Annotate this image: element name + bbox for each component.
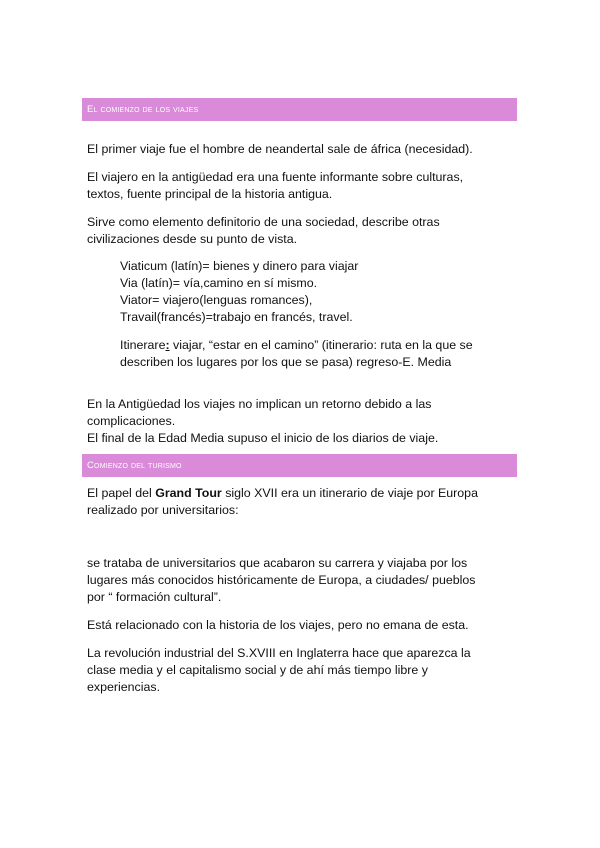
text-line: complicaciones.: [87, 414, 176, 428]
itinerare-term: Itinerare: [120, 338, 166, 352]
text-run: El papel del: [87, 486, 156, 500]
text-line: El final de la Edad Media supuso el inicio de los diarios de viaje.: [87, 431, 439, 445]
text-line: En la Antigüedad los viajes no implican un retorno debido a las: [87, 397, 432, 411]
text-line: [87, 485, 517, 502]
paragraph: [87, 396, 517, 447]
text-line: civilizaciones desde su punto de vista.: [87, 232, 298, 246]
text-line: por “ formación cultural”.: [87, 590, 222, 604]
text-line: Sirve como elemento definitorio de una sociedad, describe otras: [87, 215, 440, 229]
text-line: [120, 337, 520, 354]
paragraph: [87, 169, 517, 203]
list-item: Travail(francés)=trabajo en francés, travel.: [120, 310, 353, 324]
text-run: siglo XVII era un itinerario de viaje por Europa: [221, 486, 478, 500]
section-heading-viajes: El comienzo de los viajes: [82, 98, 517, 121]
text-line: textos, fuente principal de la historia antigua.: [87, 187, 333, 201]
list-item: Via (latín)= vía,camino en sí mismo.: [120, 276, 318, 290]
itinerare-definition: [120, 337, 520, 371]
list-item: Viator= viajero(lenguas romances),: [120, 293, 313, 307]
text-line: El viajero en la antigüedad era una fuente informante sobre culturas,: [87, 170, 464, 184]
text-line: describen los lugares por los que se pasa) regreso-E. Media: [120, 355, 452, 369]
section-heading-turismo: Comienzo del turismo: [82, 454, 517, 477]
paragraph: [87, 485, 517, 519]
text-line: clase media y el capitalismo social y de ahí más tiempo libre y: [87, 663, 428, 677]
definitions-list: [120, 258, 520, 326]
paragraph: [87, 617, 517, 634]
text-line: realizado por universitarios:: [87, 503, 239, 517]
paragraph: [87, 555, 517, 606]
list-item: Viaticum (latín)= bienes y dinero para viajar: [120, 259, 359, 273]
itinerare-text: viajar, “estar en el camino” (itinerario: ruta en la que se: [169, 338, 473, 352]
text-line: El primer viaje fue el hombre de neandertal sale de áfrica (necesidad).: [87, 142, 473, 156]
itinerare-colon: :: [165, 338, 170, 352]
text-line: lugares más conocidos históricamente de Europa, a ciudades/ pueblos: [87, 573, 476, 587]
paragraph: [87, 141, 517, 158]
text-line: se trataba de universitarios que acabaron su carrera y viajaba por los: [87, 556, 468, 570]
text-line: Está relacionado con la historia de los viajes, pero no emana de esta.: [87, 618, 469, 632]
text-line: experiencias.: [87, 680, 161, 694]
paragraph: [87, 214, 517, 248]
grand-tour-term: Grand Tour: [155, 486, 222, 500]
paragraph: [87, 645, 517, 696]
text-line: La revolución industrial del S.XVIII en Inglaterra hace que aparezca la: [87, 646, 471, 660]
